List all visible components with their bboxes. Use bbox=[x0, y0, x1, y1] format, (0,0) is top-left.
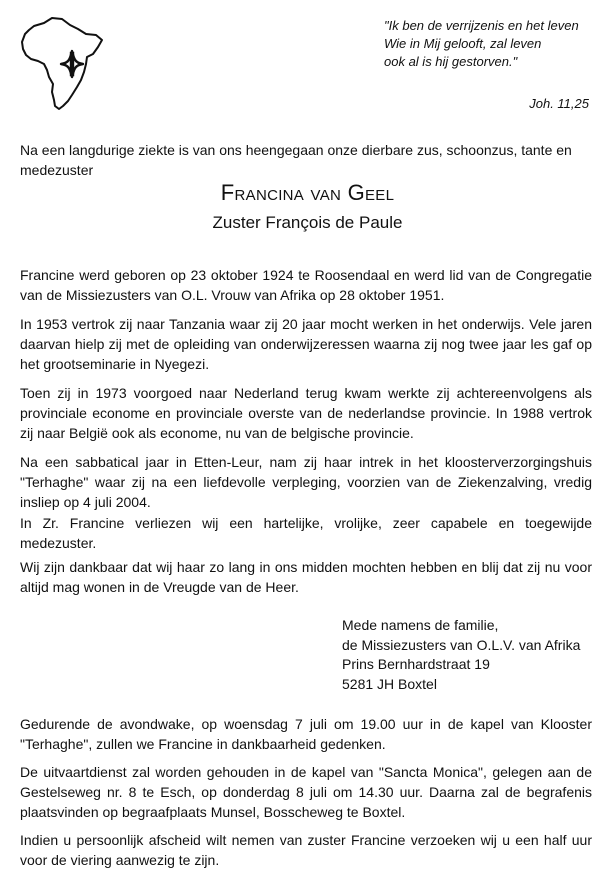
africa-cross-icon bbox=[14, 14, 110, 118]
intro-text: Na een langdurige ziekte is van ons heengegaan onze dierbare zus, schoonzus, tante en medezuster bbox=[20, 142, 572, 178]
signature-line: Prins Bernhardstraat 19 bbox=[342, 656, 490, 672]
quote-line: "Ik ben de verrijzenis en het leven bbox=[384, 18, 579, 33]
quote-reference: Joh. 11,25 bbox=[529, 96, 589, 111]
paragraph-terhaghe: Na een sabbatical jaar in Etten-Leur, nam zij haar intrek in het kloosterverzorgingshuis "Terhaghe" waar zij na een liefdevolle verpleging, voorzien van de Ziekenzalving, vredig insliep op 4 juli 2004. bbox=[20, 454, 592, 510]
paragraph-birth: Francine werd geboren op 23 oktober 1924 te Roosendaal en werd lid van de Congregatie van de Missiezusters van O.L. Vrouw van Afrika op 28 oktober 1951. bbox=[20, 267, 592, 303]
paragraph-tribute: In Zr. Francine verliezen wij een hartelijke, vrolijke, zeer capabele en toegewijde medezuster. bbox=[20, 515, 592, 551]
scripture-quote bbox=[384, 17, 609, 71]
religious-name: Zuster François de Paule bbox=[212, 213, 403, 232]
signature-block bbox=[342, 616, 602, 694]
paragraph-tanzania: In 1953 vertrok zij naar Tanzania waar zij 20 jaar mocht werken in het onderwijs. Vele jaren daarvan hielp zij met de opleiding van onderwijzeressen waarna zij nog twee jaar les gaf op het grootseminarie in Nyegezi. bbox=[20, 316, 592, 372]
signature-line: Mede namens de familie, bbox=[342, 617, 499, 633]
signature-line: 5281 JH Boxtel bbox=[342, 675, 437, 692]
paragraph-funeral: De uitvaartdienst zal worden gehouden in de kapel van "Sancta Monica", gelegen aan de Gestelseweg nr. 8 te Esch, op donderdag 8 juli om 14.30 uur. Daarna zal de begrafenis plaatsvinden op begraafplaats Munsel, Bosscheweg te Boxtel. bbox=[20, 764, 592, 820]
quote-line: Wie in Mij gelooft, zal leven bbox=[384, 36, 542, 51]
paragraph-farewell: Indien u persoonlijk afscheid wilt nemen van zuster Francine verzoeken wij u een half uur voor de viering aanwezig te zijn. bbox=[20, 832, 592, 868]
paragraph-netherlands: Toen zij in 1973 voorgoed naar Nederland terug kwam werkte zij achtereenvolgens als provinciale econome en provinciale overste van de nederlandse provincie. In 1988 vertrok zij naar België ook als econome, nu van de belgische provincie. bbox=[20, 385, 592, 441]
quote-line: ook al is hij gestorven." bbox=[384, 54, 518, 69]
signature-line: de Missiezusters van O.L.V. van Afrika bbox=[342, 636, 581, 653]
paragraph-wake: Gedurende de avondwake, op woensdag 7 juli om 19.00 uur in de kapel van Klooster "Terhaghe", zullen we Francine in dankbaarheid gedenken. bbox=[20, 716, 592, 752]
paragraph-gratitude: Wij zijn dankbaar dat wij haar zo lang in ons midden mochten hebben en blij dat zij nu voor altijd mag wonen in de Vreugde van de Heer. bbox=[20, 559, 592, 595]
deceased-name: Francina van Geel bbox=[220, 180, 395, 205]
